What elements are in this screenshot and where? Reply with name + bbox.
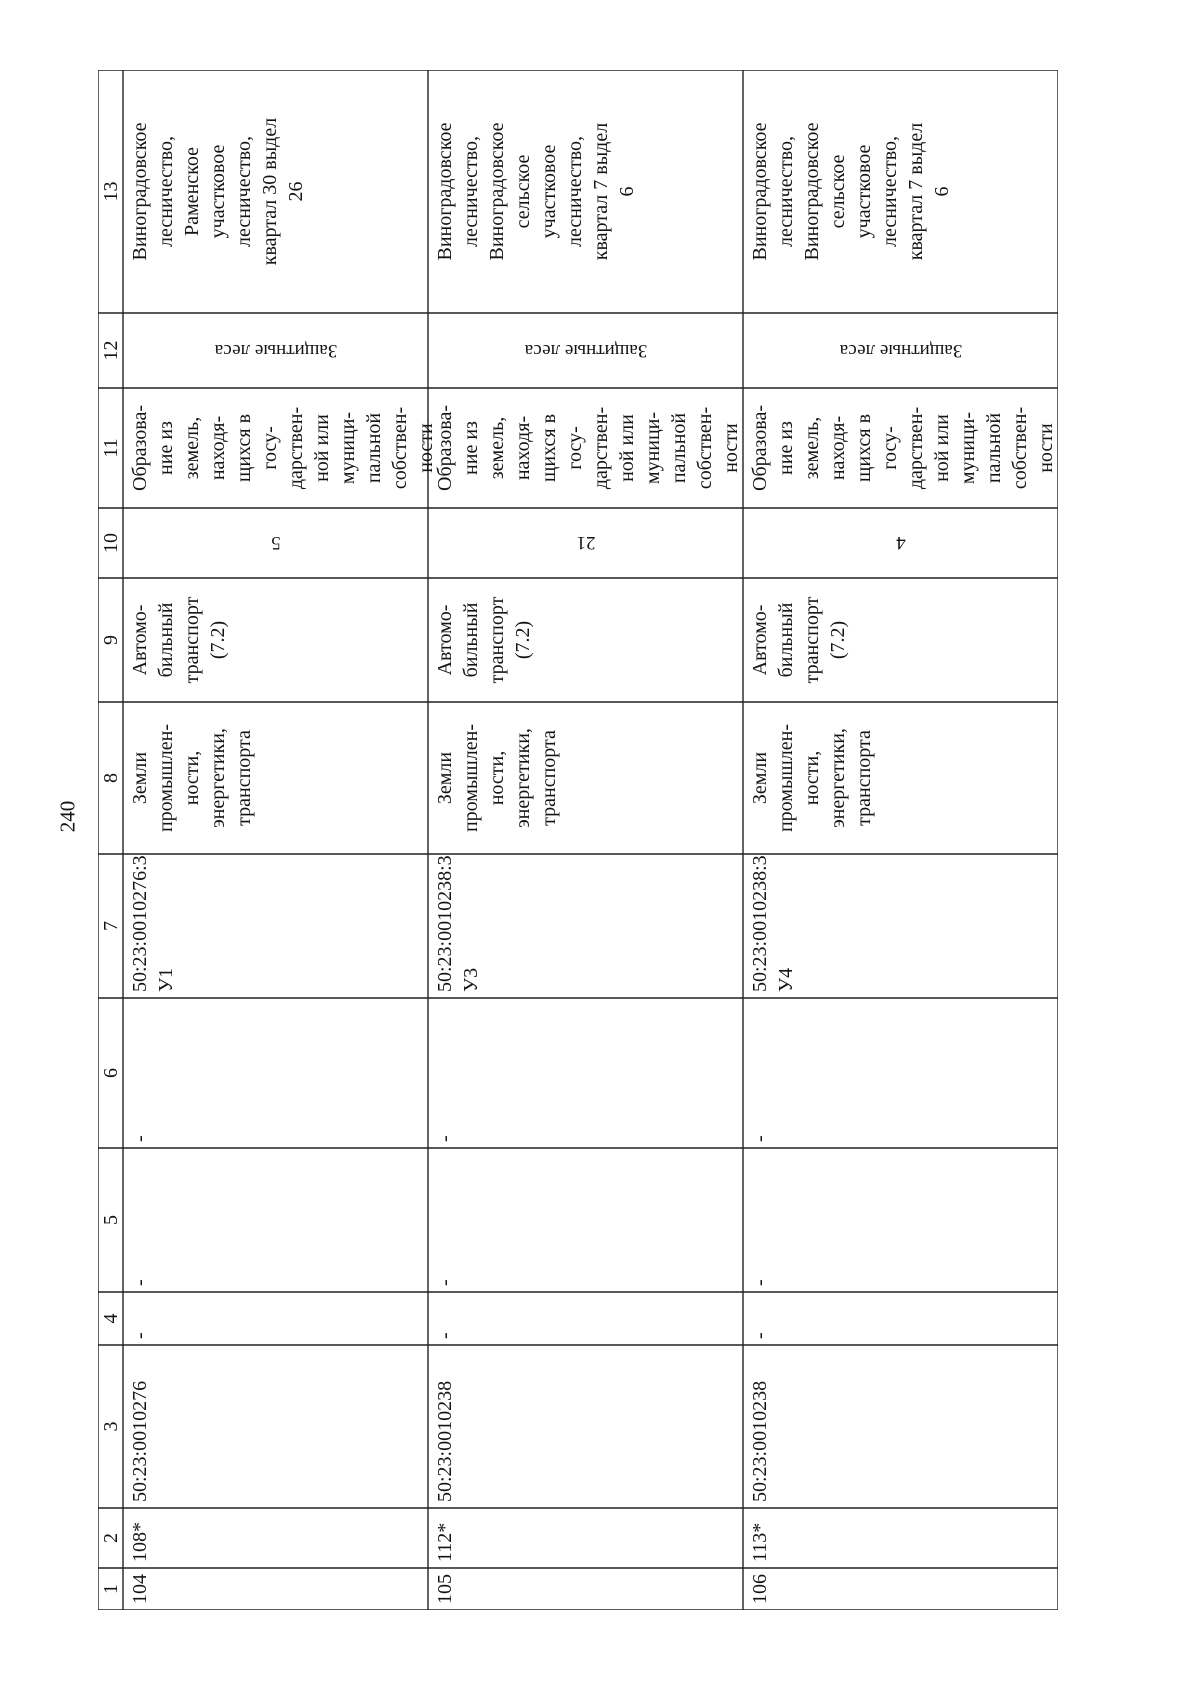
column-header-3: 3 [100, 1421, 122, 1432]
cell-1-row-1: 104 [129, 1574, 151, 1604]
column-header-2: 2 [100, 1533, 122, 1543]
cell-5-row-1: - [129, 1279, 151, 1286]
cell-11-row-2: Образова- ние из земель, находя- щихся в госу- дарствен- ной или муници- пальной собствен- ности [434, 405, 742, 491]
column-header-6: 6 [100, 1068, 122, 1078]
column-header-4: 4 [100, 1313, 122, 1324]
column-header-1: 1 [100, 1584, 122, 1594]
cell-13-row-1: Виноградовское лесничество, Раменское участковое лесничество, квартал 30 выдел 26 [129, 117, 307, 266]
cell-9-row-2: Автомо- бильный транспорт (7.2) [434, 596, 534, 684]
column-header-8: 8 [100, 773, 122, 783]
column-header-5: 5 [100, 1215, 122, 1225]
cell-9-row-3: Автомо- бильный транспорт (7.2) [749, 596, 849, 684]
cell-3-row-3: 50:23:0010238 [749, 1380, 771, 1502]
cell-6-row-2: - [434, 1135, 456, 1142]
cell-3-row-1: 50:23:0010276 [129, 1380, 151, 1502]
cell-12-row-3: Защитные леса [839, 339, 962, 361]
page-number: 240 [55, 800, 80, 833]
data-table [98, 70, 1058, 1610]
cell-4-row-3: - [749, 1332, 771, 1339]
cell-5-row-2: - [434, 1279, 456, 1286]
column-header-12: 12 [100, 340, 122, 361]
cell-12-row-1: Защитные леса [214, 339, 337, 361]
cell-4-row-2: - [434, 1332, 456, 1339]
cell-8-row-3: Земли промышлен- ности, энергетики, транспорта [749, 723, 875, 833]
cell-8-row-2: Земли промышлен- ности, энергетики, транспорта [434, 723, 560, 833]
cell-2-row-2: 112* [434, 1522, 456, 1562]
cell-3-row-2: 50:23:0010238 [434, 1380, 456, 1502]
cell-13-row-3: Виноградовское лесничество, Виноградовское сельское участковое лесничество, квартал 7 выдел 6 [749, 122, 953, 261]
cell-11-row-1: Образова- ние из земель, находя- щихся в госу- дарствен- ной или муници- пальной собствен- ности [129, 405, 437, 491]
cell-4-row-1: - [129, 1332, 151, 1339]
cell-6-row-3: - [749, 1135, 771, 1142]
cell-9-row-1: Автомо- бильный транспорт (7.2) [129, 596, 229, 684]
cell-1-row-2: 105 [434, 1574, 456, 1604]
cell-10-row-3: 4 [895, 532, 906, 553]
cell-7-row-2: 50:23:0010238:3 У3 [434, 855, 482, 992]
cell-2-row-3: 113* [749, 1522, 771, 1562]
cell-2-row-1: 108* [129, 1522, 151, 1562]
cell-10-row-2: 21 [576, 532, 595, 553]
cell-8-row-1: Земли промышлен- ности, энергетики, транспорта [129, 723, 255, 833]
cell-11-row-3: Образова- ние из земель, находя- щихся в госу- дарствен- ной или муници- пальной собствен- ности [749, 405, 1057, 491]
column-header-9: 9 [100, 635, 122, 645]
cell-7-row-1: 50:23:0010276:3 У1 [129, 855, 177, 992]
column-header-11: 11 [100, 438, 122, 458]
column-header-7: 7 [100, 921, 122, 931]
cell-1-row-3: 106 [749, 1574, 771, 1604]
cell-6-row-1: - [129, 1135, 151, 1142]
cell-12-row-2: Защитные леса [524, 339, 647, 361]
column-header-13: 13 [100, 181, 122, 202]
cell-13-row-2: Виноградовское лесничество, Виноградовское сельское участковое лесничество, квартал 7 выдел 6 [434, 122, 638, 261]
column-header-10: 10 [100, 533, 122, 553]
cell-10-row-1: 5 [270, 532, 281, 553]
cell-5-row-3: - [749, 1279, 771, 1286]
cell-7-row-3: 50:23:0010238:3 У4 [749, 855, 797, 992]
